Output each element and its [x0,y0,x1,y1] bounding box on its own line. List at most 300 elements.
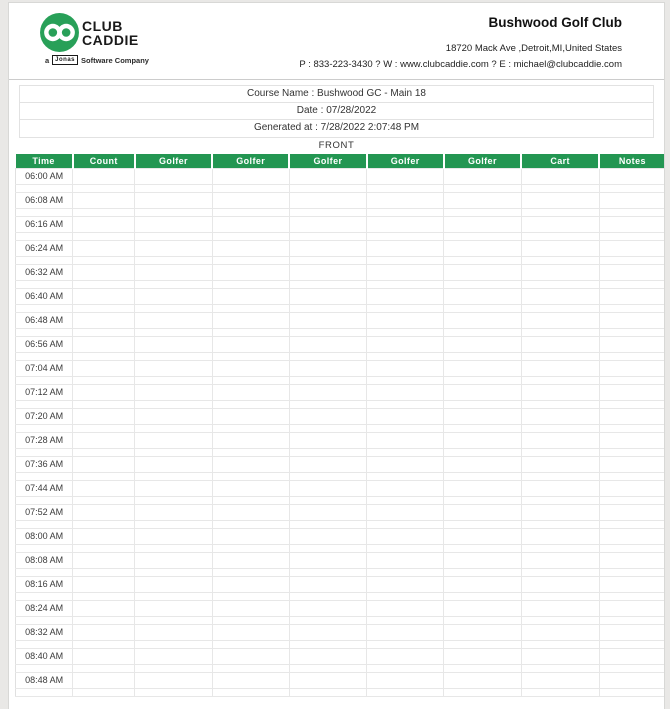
tagline-prefix: a [45,55,50,65]
empty-slot-cell [73,576,135,592]
empty-slot-cell [289,504,366,520]
empty-slot-cell [289,496,366,504]
empty-slot-cell [212,448,289,456]
empty-slot-cell [444,544,521,552]
empty-slot-cell [289,280,366,288]
empty-slot-cell [444,424,521,432]
empty-slot-cell [135,336,212,352]
empty-slot-cell [444,168,521,184]
empty-slot-cell [289,336,366,352]
tee-time-row [16,648,665,664]
empty-slot-cell [135,576,212,592]
empty-slot-cell [444,312,521,328]
empty-slot-cell [212,400,289,408]
empty-slot-cell [135,216,212,232]
column-header-golfer: Golfer [367,154,444,168]
empty-slot-cell [599,472,664,480]
empty-slot-cell [521,216,599,232]
empty-slot-cell [599,192,664,208]
table-body [16,168,665,696]
tagline-suffix: Software Company [81,55,149,65]
column-header-golfer: Golfer [135,154,212,168]
empty-slot-cell [73,432,135,448]
empty-slot-cell [73,256,135,264]
empty-slot-cell [444,184,521,192]
spacer-row [16,592,665,600]
empty-slot-cell [289,568,366,576]
empty-slot-cell [599,528,664,544]
empty-slot-cell [16,616,73,624]
empty-slot-cell [289,208,366,216]
empty-slot-cell [135,688,212,696]
empty-slot-cell [289,456,366,472]
empty-slot-cell [599,576,664,592]
empty-slot-cell [444,568,521,576]
empty-slot-cell [521,312,599,328]
empty-slot-cell [212,288,289,304]
empty-slot-cell [367,624,444,640]
empty-slot-cell [444,504,521,520]
tee-time-row [16,552,665,568]
empty-slot-cell [599,544,664,552]
empty-slot-cell [212,624,289,640]
empty-slot-cell [73,496,135,504]
empty-slot-cell [135,360,212,376]
empty-slot-cell [73,672,135,688]
empty-slot-cell [212,456,289,472]
empty-slot-cell [73,504,135,520]
empty-slot-cell [444,528,521,544]
empty-slot-cell [367,192,444,208]
club-info-block [299,15,622,70]
empty-slot-cell [367,592,444,600]
empty-slot-cell [367,352,444,360]
empty-slot-cell [289,360,366,376]
empty-slot-cell [367,448,444,456]
empty-slot-cell [73,232,135,240]
empty-slot-cell [367,304,444,312]
tee-time-row [16,504,665,520]
empty-slot-cell [521,384,599,400]
empty-slot-cell [444,240,521,256]
empty-slot-cell [289,520,366,528]
empty-slot-cell [521,472,599,480]
empty-slot-cell [599,240,664,256]
tee-time-row [16,192,665,208]
tee-time-row [16,456,665,472]
empty-slot-cell [444,576,521,592]
empty-slot-cell [212,240,289,256]
empty-slot-cell [73,408,135,424]
spacer-row [16,664,665,672]
empty-slot-cell [521,520,599,528]
club-contact: P : 833-223-3430 ? W : www.clubcaddie.com ? E : michael@clubcaddie.com [299,59,622,70]
empty-slot-cell [367,496,444,504]
empty-slot-cell [367,408,444,424]
empty-slot-cell [521,336,599,352]
empty-slot-cell [212,304,289,312]
column-header-golfer: Golfer [289,154,366,168]
empty-slot-cell [289,240,366,256]
empty-slot-cell [135,480,212,496]
empty-slot-cell [73,528,135,544]
empty-slot-cell [16,256,73,264]
empty-slot-cell [289,328,366,336]
club-address: 18720 Mack Ave ,Detroit,MI,United States [445,43,622,54]
empty-slot-cell [73,480,135,496]
empty-slot-cell [521,280,599,288]
empty-slot-cell [135,400,212,408]
empty-slot-cell [521,192,599,208]
empty-slot-cell [599,312,664,328]
empty-slot-cell [73,592,135,600]
empty-slot-cell [521,448,599,456]
empty-slot-cell [135,256,212,264]
empty-slot-cell [444,256,521,264]
empty-slot-cell [521,304,599,312]
empty-slot-cell [444,288,521,304]
empty-slot-cell [289,664,366,672]
empty-slot-cell [16,640,73,648]
empty-slot-cell [367,640,444,648]
empty-slot-cell [212,376,289,384]
empty-slot-cell [599,664,664,672]
spacer-row [16,424,665,432]
empty-slot-cell [521,208,599,216]
empty-slot-cell [212,616,289,624]
empty-slot-cell [444,400,521,408]
table-header [16,154,665,168]
empty-slot-cell [73,648,135,664]
empty-slot-cell [599,408,664,424]
empty-slot-cell [367,648,444,664]
empty-slot-cell [521,640,599,648]
empty-slot-cell [212,184,289,192]
empty-slot-cell [521,400,599,408]
tee-time-row [16,312,665,328]
empty-slot-cell [521,672,599,688]
empty-slot-cell [289,472,366,480]
empty-slot-cell [135,672,212,688]
empty-slot-cell [16,688,73,696]
empty-slot-cell [212,384,289,400]
empty-slot-cell [73,448,135,456]
empty-slot-cell [521,568,599,576]
empty-slot-cell [212,336,289,352]
empty-slot-cell [444,600,521,616]
empty-slot-cell [444,360,521,376]
empty-slot-cell [73,624,135,640]
empty-slot-cell [599,232,664,240]
empty-slot-cell [521,376,599,384]
empty-slot-cell [289,672,366,688]
empty-slot-cell [367,520,444,528]
column-header-notes: Notes [599,154,664,168]
empty-slot-cell [599,336,664,352]
empty-slot-cell [212,672,289,688]
empty-slot-cell [289,552,366,568]
empty-slot-cell [135,384,212,400]
empty-slot-cell [599,480,664,496]
empty-slot-cell [444,640,521,648]
empty-slot-cell [289,216,366,232]
empty-slot-cell [599,216,664,232]
empty-slot-cell [444,624,521,640]
empty-slot-cell [135,192,212,208]
empty-slot-cell [367,384,444,400]
jonas-logo: Jonas [52,55,78,65]
tee-time-cell: 06:16 AM [16,216,73,232]
empty-slot-cell [521,576,599,592]
spacer-row [16,376,665,384]
empty-slot-cell [444,480,521,496]
empty-slot-cell [135,616,212,624]
empty-slot-cell [73,568,135,576]
spacer-row [16,688,665,696]
empty-slot-cell [135,168,212,184]
club-name: Bushwood Golf Club [488,15,622,30]
empty-slot-cell [135,592,212,600]
empty-slot-cell [367,552,444,568]
empty-slot-cell [135,352,212,360]
empty-slot-cell [289,352,366,360]
empty-slot-cell [212,280,289,288]
empty-slot-cell [289,528,366,544]
tee-time-row [16,288,665,304]
empty-slot-cell [73,336,135,352]
empty-slot-cell [367,456,444,472]
empty-slot-cell [135,528,212,544]
empty-slot-cell [444,192,521,208]
empty-slot-cell [135,520,212,528]
empty-slot-cell [521,624,599,640]
empty-slot-cell [73,184,135,192]
spacer-row [16,496,665,504]
empty-slot-cell [444,264,521,280]
generated-at-row: Generated at : 7/28/2022 2:07:48 PM [253,122,420,133]
empty-slot-cell [212,216,289,232]
empty-slot-cell [444,456,521,472]
empty-slot-cell [16,376,73,384]
empty-slot-cell [599,648,664,664]
empty-slot-cell [367,208,444,216]
empty-slot-cell [289,400,366,408]
empty-slot-cell [521,168,599,184]
empty-slot-cell [212,568,289,576]
empty-slot-cell [16,232,73,240]
empty-slot-cell [212,232,289,240]
tee-time-cell: 07:52 AM [16,504,73,520]
tee-time-cell: 06:08 AM [16,192,73,208]
empty-slot-cell [367,168,444,184]
empty-slot-cell [16,664,73,672]
logo-line2: CADDIE [82,31,139,48]
empty-slot-cell [135,448,212,456]
tee-time-row [16,384,665,400]
tee-time-row [16,408,665,424]
empty-slot-cell [212,576,289,592]
empty-slot-cell [212,424,289,432]
empty-slot-cell [135,664,212,672]
empty-slot-cell [16,280,73,288]
empty-slot-cell [135,600,212,616]
empty-slot-cell [16,448,73,456]
empty-slot-cell [212,640,289,648]
tee-time-cell: 06:32 AM [16,264,73,280]
empty-slot-cell [73,264,135,280]
empty-slot-cell [367,216,444,232]
empty-slot-cell [212,208,289,216]
tee-time-cell: 08:48 AM [16,672,73,688]
empty-slot-cell [289,448,366,456]
empty-slot-cell [212,688,289,696]
empty-slot-cell [289,576,366,592]
empty-slot-cell [212,544,289,552]
empty-slot-cell [521,600,599,616]
empty-slot-cell [444,552,521,568]
empty-slot-cell [521,328,599,336]
empty-slot-cell [521,528,599,544]
empty-slot-cell [212,664,289,672]
empty-slot-cell [73,472,135,480]
empty-slot-cell [367,504,444,520]
empty-slot-cell [73,240,135,256]
empty-slot-cell [444,672,521,688]
tee-time-cell: 07:44 AM [16,480,73,496]
empty-slot-cell [135,544,212,552]
empty-slot-cell [212,648,289,664]
empty-slot-cell [599,432,664,448]
tee-time-cell: 08:40 AM [16,648,73,664]
empty-slot-cell [73,552,135,568]
empty-slot-cell [73,192,135,208]
spacer-row [16,616,665,624]
empty-slot-cell [135,496,212,504]
empty-slot-cell [289,288,366,304]
empty-slot-cell [367,400,444,408]
empty-slot-cell [289,312,366,328]
column-header-golfer: Golfer [212,154,289,168]
tee-time-row [16,240,665,256]
tee-time-row [16,216,665,232]
spacer-row [16,352,665,360]
tee-time-row [16,624,665,640]
empty-slot-cell [444,408,521,424]
spacer-row [16,472,665,480]
empty-slot-cell [212,432,289,448]
empty-slot-cell [16,520,73,528]
empty-slot-cell [289,640,366,648]
empty-slot-cell [212,504,289,520]
empty-slot-cell [599,520,664,528]
spacer-row [16,232,665,240]
empty-slot-cell [367,240,444,256]
tee-time-cell: 06:00 AM [16,168,73,184]
date-row: Date : 07/28/2022 [20,103,653,120]
empty-slot-cell [599,352,664,360]
empty-slot-cell [135,240,212,256]
empty-slot-cell [135,312,212,328]
spacer-row [16,544,665,552]
empty-slot-cell [212,328,289,336]
tee-time-cell: 06:56 AM [16,336,73,352]
empty-slot-cell [521,544,599,552]
empty-slot-cell [599,304,664,312]
empty-slot-cell [289,544,366,552]
empty-slot-cell [599,600,664,616]
empty-slot-cell [367,528,444,544]
empty-slot-cell [73,328,135,336]
empty-slot-cell [135,568,212,576]
column-header-golfer: Golfer [444,154,521,168]
empty-slot-cell [367,424,444,432]
empty-slot-cell [367,288,444,304]
empty-slot-cell [444,496,521,504]
tee-time-row [16,528,665,544]
empty-slot-cell [16,184,73,192]
empty-slot-cell [521,504,599,520]
tee-time-row [16,600,665,616]
empty-slot-cell [135,288,212,304]
logo-wordmark [82,19,139,47]
tee-time-row [16,576,665,592]
tee-time-cell: 07:36 AM [16,456,73,472]
spacer-row [16,640,665,648]
empty-slot-cell [289,480,366,496]
report-header [9,3,664,80]
empty-slot-cell [521,648,599,664]
empty-slot-cell [521,664,599,672]
empty-slot-cell [521,496,599,504]
section-label-front: FRONT [318,140,355,151]
empty-slot-cell [521,240,599,256]
empty-slot-cell [367,432,444,448]
empty-slot-cell [367,472,444,480]
empty-slot-cell [212,528,289,544]
empty-slot-cell [73,456,135,472]
empty-slot-cell [599,552,664,568]
empty-slot-cell [16,352,73,360]
report-info-box [19,85,654,138]
tee-time-row [16,672,665,688]
empty-slot-cell [135,208,212,216]
empty-slot-cell [212,192,289,208]
empty-slot-cell [73,616,135,624]
empty-slot-cell [521,288,599,304]
report-page [8,2,665,709]
empty-slot-cell [444,336,521,352]
empty-slot-cell [73,688,135,696]
empty-slot-cell [367,184,444,192]
empty-slot-cell [73,352,135,360]
empty-slot-cell [521,480,599,496]
empty-slot-cell [135,504,212,520]
empty-slot-cell [367,576,444,592]
empty-slot-cell [599,288,664,304]
empty-slot-cell [212,472,289,480]
empty-slot-cell [444,448,521,456]
table-header-row [16,154,665,168]
empty-slot-cell [599,256,664,264]
empty-slot-cell [289,384,366,400]
spacer-row [16,208,665,216]
empty-slot-cell [599,448,664,456]
empty-slot-cell [367,264,444,280]
empty-slot-cell [212,256,289,264]
empty-slot-cell [367,256,444,264]
empty-slot-cell [73,304,135,312]
empty-slot-cell [212,360,289,376]
